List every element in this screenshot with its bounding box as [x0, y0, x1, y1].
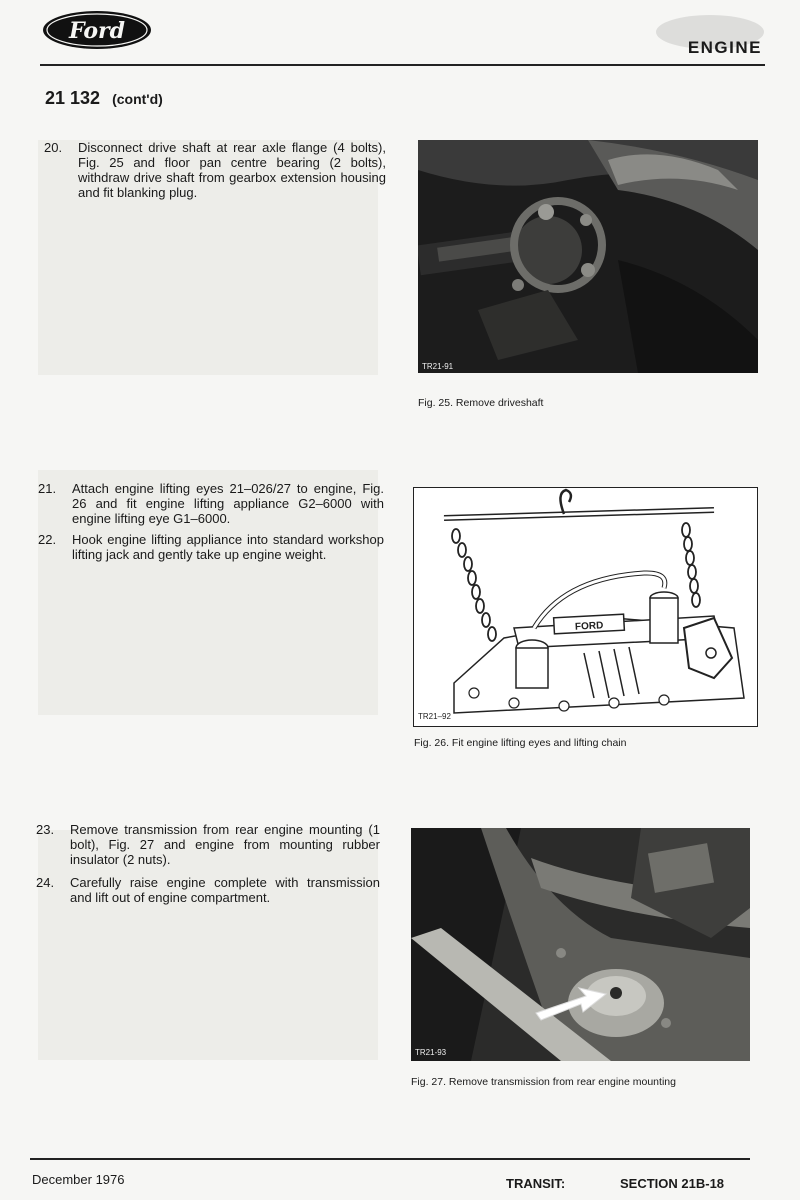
operation-heading [45, 88, 163, 109]
ford-logo [42, 10, 152, 50]
step-text: Carefully raise engine complete with transmission and lift out of engine compartment. [70, 875, 380, 905]
figure-tag: TR21-93 [415, 1048, 447, 1057]
step-number: 23. [36, 822, 55, 837]
operation-number: 21 132 [45, 88, 101, 108]
header-rule [40, 64, 765, 66]
step-24 [36, 875, 380, 905]
step-21 [38, 481, 384, 526]
step-number: 22. [38, 532, 57, 547]
footer-rule [30, 1158, 750, 1160]
step-text: Hook engine lifting appliance into standard workshop lifting jack and gently take up engine weight. [72, 532, 384, 562]
step-23 [36, 822, 380, 867]
section-title: ENGINE [687, 38, 762, 57]
svg-text:FORD: FORD [574, 620, 604, 633]
figure-tag: TR21–92 [418, 712, 451, 721]
figure-26-illustration [413, 487, 758, 727]
figure-25-photo [418, 140, 758, 373]
section-number: SECTION 21B-18 [620, 1176, 725, 1191]
continued-label: (cont'd) [112, 91, 163, 107]
step-text: Attach engine lifting eyes 21–026/27 to engine, Fig. 26 and fit engine lifting appliance G2–6000 with engine lifting eye G1–6000. [72, 481, 384, 526]
step-22 [38, 532, 384, 562]
publication-date: December 1976 [32, 1172, 125, 1187]
figure-tag: TR21-91 [422, 362, 454, 371]
step-number: 24. [36, 875, 55, 890]
figure-26-caption: Fig. 26. Fit engine lifting eyes and lifting chain [414, 737, 627, 749]
step-20 [44, 140, 386, 200]
svg-text:Ford: Ford [68, 18, 126, 44]
figure-25-caption: Fig. 25. Remove driveshaft [418, 397, 544, 409]
step-text: Remove transmission from rear engine mounting (1 bolt), Fig. 27 and engine from mounting rubber insulator (2 nuts). [70, 822, 380, 867]
figure-27-caption: Fig. 27. Remove transmission from rear engine mounting [411, 1076, 676, 1088]
step-number: 20. [44, 140, 63, 155]
step-text: Disconnect drive shaft at rear axle flange (4 bolts), Fig. 25 and floor pan centre bearing (2 bolts), withdraw drive shaft from gearbox extension housing and fit blanking plug. [78, 140, 386, 200]
vehicle-model: TRANSIT: [506, 1176, 566, 1191]
step-number: 21. [38, 481, 57, 496]
figure-27-photo [411, 828, 750, 1061]
